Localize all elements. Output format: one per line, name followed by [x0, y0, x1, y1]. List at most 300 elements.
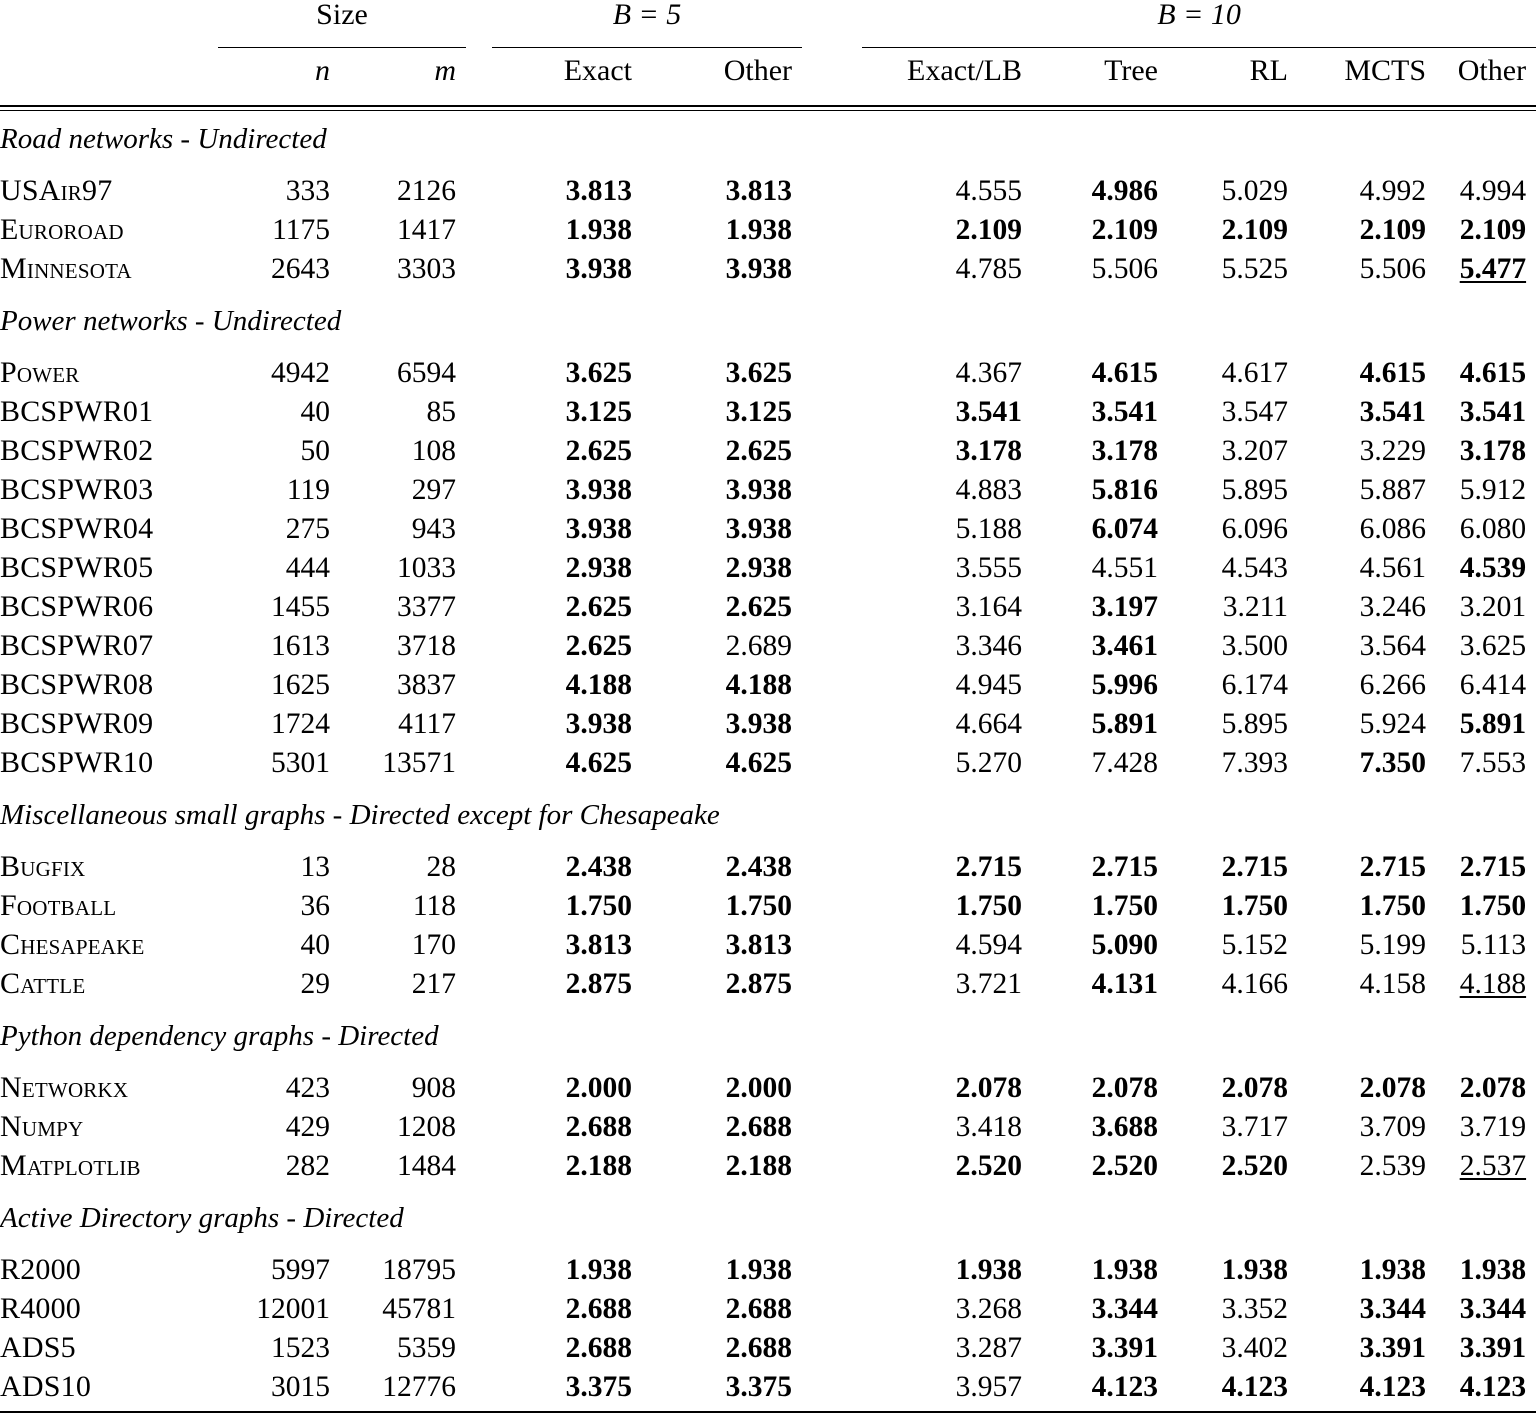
b10-rl-cell: 7.393 — [1221, 747, 1289, 779]
b10-mcts-cell: 3.391 — [1359, 1332, 1427, 1364]
b5-exact-cell: 3.813 — [565, 929, 632, 961]
graph-name-cell: Chesapeake — [0, 928, 145, 961]
table-row — [0, 1254, 1536, 1294]
table-row — [0, 357, 1536, 397]
size-m-cell: 4117 — [398, 708, 456, 740]
graph-name-cell: Euroroad — [0, 213, 124, 246]
column-gap — [802, 670, 862, 709]
b5-exact-cell: 2.625 — [565, 630, 632, 662]
b5-other-cell: 2.689 — [725, 630, 793, 662]
size-m-cell: 908 — [411, 1072, 456, 1104]
b10-rl-cell: 5.895 — [1221, 708, 1289, 740]
b5-other-cell: 2.938 — [725, 552, 793, 584]
table-row — [0, 709, 1536, 748]
b10-tree-cell: 5.891 — [1091, 708, 1159, 740]
b10-rl-cell: 2.520 — [1221, 1150, 1289, 1182]
b10-other-cell: 7.553 — [1459, 747, 1527, 779]
graph-name-cell: BCSPWR05 — [0, 551, 154, 584]
b10-exactlb-cell: 2.109 — [955, 214, 1023, 246]
column-label-row — [0, 48, 1536, 107]
b10-rl-cell: 3.352 — [1221, 1293, 1289, 1325]
b5-other-cell: 3.938 — [725, 513, 793, 545]
b10-exactlb-cell: 3.164 — [955, 591, 1023, 623]
size-m-cell: 1484 — [397, 1150, 456, 1182]
b10-mcts-cell: 4.123 — [1359, 1371, 1427, 1403]
section-title: Power networks - Undirected — [0, 305, 342, 337]
table-body — [0, 111, 1536, 1413]
section-title: Road networks - Undirected — [0, 123, 327, 155]
b10-mcts-cell: 3.541 — [1359, 396, 1427, 428]
b10-rl-cell: 4.123 — [1221, 1371, 1289, 1403]
b10-other-cell: 3.541 — [1459, 396, 1527, 428]
column-label-b10-rl: RL — [1249, 54, 1289, 87]
b5-other-cell: 2.000 — [725, 1072, 793, 1104]
b10-mcts-cell: 2.715 — [1359, 851, 1427, 883]
size-n-cell: 5301 — [271, 747, 330, 779]
size-m-cell: 1033 — [397, 552, 456, 584]
b10-rl-cell: 1.938 — [1221, 1254, 1289, 1286]
b5-other-cell: 1.938 — [725, 214, 793, 246]
b10-rl-cell: 3.547 — [1221, 396, 1289, 428]
group-header-b10: B = 10 — [1157, 0, 1241, 31]
b10-rl-cell: 1.750 — [1221, 890, 1289, 922]
b10-rl-cell: 3.402 — [1221, 1332, 1289, 1364]
column-gap — [466, 748, 492, 787]
table-row — [0, 175, 1536, 215]
graph-name-cell: Power — [0, 356, 80, 389]
size-n-cell: 50 — [300, 435, 330, 467]
column-gap — [466, 254, 492, 293]
size-m-cell: 118 — [412, 890, 456, 922]
b10-exactlb-cell: 2.520 — [955, 1150, 1023, 1182]
b10-tree-cell: 5.506 — [1091, 253, 1159, 285]
b5-exact-cell: 4.188 — [565, 669, 632, 701]
b10-other-cell: 6.080 — [1459, 513, 1527, 545]
column-gap — [802, 969, 862, 1008]
b10-mcts-cell: 3.709 — [1359, 1111, 1427, 1143]
size-m-cell: 1208 — [397, 1111, 456, 1143]
column-gap — [802, 1294, 862, 1333]
column-gap — [466, 514, 492, 553]
table-row — [0, 1372, 1536, 1412]
column-gap — [802, 1372, 862, 1412]
column-gap — [466, 969, 492, 1008]
b10-rl-cell: 2.078 — [1221, 1072, 1289, 1104]
b10-rl-cell: 3.207 — [1221, 435, 1289, 467]
b10-tree-cell: 3.688 — [1091, 1111, 1159, 1143]
b10-exactlb-cell: 2.715 — [955, 851, 1023, 883]
table-row — [0, 592, 1536, 631]
size-n-cell: 275 — [285, 513, 330, 545]
b10-exactlb-cell: 3.178 — [955, 435, 1023, 467]
b10-tree-cell: 2.078 — [1091, 1072, 1159, 1104]
column-label-b10-exactlb: Exact/LB — [907, 54, 1023, 87]
graph-name-cell: Cattle — [0, 967, 86, 1000]
b5-other-cell: 2.688 — [725, 1111, 793, 1143]
graph-name-cell: ADS10 — [0, 1370, 92, 1403]
b10-tree-cell: 4.986 — [1091, 175, 1159, 207]
table-row — [0, 1072, 1536, 1112]
group-header-row — [0, 0, 1536, 38]
b5-exact-cell: 4.625 — [565, 747, 632, 779]
b5-exact-cell: 2.875 — [565, 968, 632, 1000]
b10-mcts-cell: 3.344 — [1359, 1293, 1427, 1325]
b10-other-cell: 2.537 — [1459, 1150, 1527, 1182]
size-n-cell: 119 — [286, 474, 330, 506]
size-m-cell: 12776 — [382, 1371, 456, 1403]
column-gap — [466, 631, 492, 670]
column-gap — [802, 175, 862, 215]
size-n-cell: 1724 — [271, 708, 330, 740]
column-gap — [802, 254, 862, 293]
b10-tree-cell: 3.461 — [1091, 630, 1159, 662]
b10-tree-cell: 1.750 — [1091, 890, 1159, 922]
b5-other-cell: 3.938 — [725, 253, 793, 285]
table-row — [0, 748, 1536, 787]
table-row — [0, 475, 1536, 514]
size-n-cell: 429 — [285, 1111, 330, 1143]
b5-exact-cell: 3.625 — [565, 357, 632, 389]
b5-other-cell: 3.938 — [725, 708, 793, 740]
b10-tree-cell: 2.715 — [1091, 851, 1159, 883]
b10-tree-cell: 5.816 — [1091, 474, 1159, 506]
table-row — [0, 891, 1536, 930]
b5-exact-cell: 2.688 — [565, 1332, 632, 1364]
b5-exact-cell: 3.938 — [565, 708, 632, 740]
b10-other-cell: 4.994 — [1459, 175, 1527, 207]
b10-rl-cell: 5.525 — [1221, 253, 1289, 285]
table-row — [0, 670, 1536, 709]
table-row — [0, 1333, 1536, 1372]
b5-other-cell: 1.750 — [725, 890, 793, 922]
size-m-cell: 3837 — [397, 669, 456, 701]
b10-exactlb-cell: 2.078 — [955, 1072, 1023, 1104]
b10-mcts-cell: 7.350 — [1359, 747, 1427, 779]
b10-rl-cell: 6.174 — [1221, 669, 1289, 701]
graph-name-cell: BCSPWR03 — [0, 473, 154, 506]
size-m-cell: 108 — [411, 435, 456, 467]
b10-tree-cell: 4.551 — [1091, 552, 1159, 584]
b10-tree-cell: 7.428 — [1091, 747, 1159, 779]
graph-name-cell: BCSPWR04 — [0, 512, 154, 545]
b10-other-cell: 3.625 — [1459, 630, 1527, 662]
graph-name-cell: BCSPWR07 — [0, 629, 154, 662]
b5-other-cell: 3.375 — [725, 1371, 793, 1403]
size-m-cell: 2126 — [397, 175, 456, 207]
graph-name-cell: Networkx — [0, 1071, 129, 1104]
column-gap — [802, 514, 862, 553]
section-header-row — [0, 1190, 1536, 1254]
column-gap — [466, 1333, 492, 1372]
b10-exactlb-cell: 5.270 — [955, 747, 1023, 779]
column-gap — [466, 1112, 492, 1151]
column-gap — [802, 215, 862, 254]
table-row — [0, 553, 1536, 592]
column-gap — [466, 215, 492, 254]
b5-exact-cell: 3.375 — [565, 1371, 632, 1403]
b10-exactlb-cell: 3.957 — [955, 1371, 1023, 1403]
b10-exactlb-cell: 5.188 — [955, 513, 1023, 545]
b10-exactlb-cell: 1.938 — [955, 1254, 1023, 1286]
column-gap — [466, 1294, 492, 1333]
b10-other-cell: 5.113 — [1460, 929, 1527, 961]
size-n-cell: 2643 — [271, 253, 330, 285]
graph-name-cell: Matplotlib — [0, 1149, 141, 1182]
group-header-size: Size — [316, 0, 368, 31]
b10-mcts-cell: 2.539 — [1359, 1150, 1427, 1182]
b10-mcts-cell: 5.887 — [1359, 474, 1427, 506]
b5-exact-cell: 2.688 — [565, 1111, 632, 1143]
b10-mcts-cell: 3.246 — [1359, 591, 1427, 623]
size-n-cell: 29 — [300, 968, 330, 1000]
column-gap — [802, 1112, 862, 1151]
column-gap — [466, 1254, 492, 1294]
b10-exactlb-cell: 3.555 — [955, 552, 1023, 584]
column-gap — [802, 1254, 862, 1294]
b10-mcts-cell: 6.266 — [1359, 669, 1427, 701]
b10-rl-cell: 3.500 — [1221, 630, 1289, 662]
b10-exactlb-cell: 4.555 — [955, 175, 1023, 207]
b10-rl-cell: 3.717 — [1221, 1111, 1289, 1143]
b10-exactlb-cell: 3.541 — [955, 396, 1023, 428]
table-row — [0, 851, 1536, 891]
size-m-cell: 3718 — [397, 630, 456, 662]
size-n-cell: 1625 — [271, 669, 330, 701]
b10-tree-cell: 5.996 — [1091, 669, 1159, 701]
graph-name-cell: BCSPWR01 — [0, 395, 154, 428]
column-gap — [466, 1151, 492, 1190]
b10-tree-cell: 4.123 — [1091, 1371, 1159, 1403]
column-label-b5-other: Other — [723, 54, 793, 87]
graph-name-cell: BCSPWR06 — [0, 590, 154, 623]
b10-rl-cell: 4.543 — [1221, 552, 1289, 584]
b5-exact-cell: 1.938 — [565, 1254, 632, 1286]
b10-tree-cell: 1.938 — [1091, 1254, 1159, 1286]
b10-other-cell: 4.123 — [1459, 1371, 1527, 1403]
size-m-cell: 85 — [426, 396, 456, 428]
b10-mcts-cell: 5.506 — [1359, 253, 1427, 285]
size-n-cell: 13 — [300, 851, 330, 883]
graph-name-cell: R4000 — [0, 1292, 82, 1325]
section-header-row — [0, 1008, 1536, 1072]
table-row — [0, 969, 1536, 1008]
table-row — [0, 254, 1536, 293]
b5-exact-cell: 2.438 — [565, 851, 632, 883]
section-title: Python dependency graphs - Directed — [0, 1020, 439, 1052]
b10-tree-cell: 5.090 — [1091, 929, 1159, 961]
column-gap — [802, 475, 862, 514]
column-label-gap1 — [466, 48, 492, 107]
column-gap — [802, 436, 862, 475]
b10-mcts-cell: 5.924 — [1359, 708, 1427, 740]
size-m-cell: 170 — [411, 929, 456, 961]
b5-other-cell: 2.688 — [725, 1293, 793, 1325]
b10-mcts-cell: 6.086 — [1359, 513, 1427, 545]
column-gap — [466, 709, 492, 748]
b10-exactlb-cell: 4.883 — [955, 474, 1023, 506]
b5-exact-cell: 3.938 — [565, 474, 632, 506]
column-label-b5-exact: Exact — [563, 54, 632, 87]
b10-mcts-cell: 4.561 — [1359, 552, 1427, 584]
column-gap — [802, 357, 862, 397]
b10-rl-cell: 5.895 — [1221, 474, 1289, 506]
size-m-cell: 6594 — [397, 357, 456, 389]
column-gap — [466, 851, 492, 891]
b10-other-cell: 5.912 — [1459, 474, 1527, 506]
section-header-row — [0, 787, 1536, 851]
cmidrule-gap1 — [466, 38, 492, 48]
b10-other-cell: 2.109 — [1459, 214, 1527, 246]
size-m-cell: 3303 — [397, 253, 456, 285]
group-header-gap1 — [466, 0, 492, 38]
column-gap — [466, 175, 492, 215]
b10-tree-cell: 4.131 — [1091, 968, 1159, 1000]
b10-other-cell: 4.615 — [1459, 357, 1527, 389]
b5-exact-cell: 3.813 — [565, 175, 632, 207]
b10-rl-cell: 2.715 — [1221, 851, 1289, 883]
b10-mcts-cell: 5.199 — [1359, 929, 1427, 961]
b5-exact-cell: 2.688 — [565, 1293, 632, 1325]
b5-other-cell: 4.625 — [725, 747, 793, 779]
b10-tree-cell: 3.391 — [1091, 1332, 1159, 1364]
b10-other-cell: 3.391 — [1459, 1332, 1527, 1364]
b10-tree-cell: 4.615 — [1091, 357, 1159, 389]
size-m-cell: 3377 — [397, 591, 456, 623]
graph-name-cell: BCSPWR09 — [0, 707, 154, 740]
graph-name-cell: BCSPWR02 — [0, 434, 154, 467]
b10-mcts-cell: 4.992 — [1359, 175, 1427, 207]
graph-name-cell: Bugfix — [0, 850, 86, 883]
cmidrule-b5 — [492, 38, 802, 48]
size-n-cell: 3015 — [271, 1371, 330, 1403]
b10-exactlb-cell: 1.750 — [955, 890, 1023, 922]
b10-tree-cell: 2.520 — [1091, 1150, 1159, 1182]
b10-mcts-cell: 4.615 — [1359, 357, 1427, 389]
b10-rl-cell: 6.096 — [1221, 513, 1289, 545]
graph-name-cell: Numpy — [0, 1110, 84, 1143]
b10-rl-cell: 3.211 — [1222, 591, 1289, 623]
b10-other-cell: 1.750 — [1459, 890, 1527, 922]
b5-exact-cell: 2.000 — [565, 1072, 632, 1104]
b10-exactlb-cell: 4.945 — [955, 669, 1023, 701]
size-n-cell: 282 — [285, 1150, 330, 1182]
size-n-cell: 1613 — [271, 630, 330, 662]
b5-other-cell: 3.813 — [725, 929, 793, 961]
size-m-cell: 28 — [426, 851, 456, 883]
b5-exact-cell: 3.125 — [565, 396, 632, 428]
b10-exactlb-cell: 3.418 — [955, 1111, 1023, 1143]
section-title: Active Directory graphs - Directed — [0, 1202, 404, 1234]
table-row — [0, 930, 1536, 969]
size-n-cell: 423 — [285, 1072, 330, 1104]
b10-other-cell: 5.477 — [1459, 253, 1527, 285]
b5-other-cell: 1.938 — [725, 1254, 793, 1286]
column-gap — [802, 1151, 862, 1190]
cmidrule-b10 — [862, 38, 1536, 48]
column-label-gap2 — [802, 48, 862, 107]
b10-exactlb-cell: 3.721 — [955, 968, 1023, 1000]
b10-mcts-cell: 4.158 — [1359, 968, 1427, 1000]
b10-mcts-cell: 2.109 — [1359, 214, 1427, 246]
b5-exact-cell: 1.750 — [565, 890, 632, 922]
b10-mcts-cell: 1.938 — [1359, 1254, 1427, 1286]
b10-other-cell: 1.938 — [1459, 1254, 1527, 1286]
size-m-cell: 217 — [411, 968, 456, 1000]
section-title: Miscellaneous small graphs - Directed except for Chesapeake — [0, 799, 720, 831]
graph-name-cell: Football — [0, 889, 117, 922]
b5-exact-cell: 2.625 — [565, 591, 632, 623]
b5-other-cell: 3.938 — [725, 474, 793, 506]
b5-exact-cell: 3.938 — [565, 253, 632, 285]
column-gap — [466, 930, 492, 969]
column-label-m: m — [434, 54, 456, 87]
b10-tree-cell: 2.109 — [1091, 214, 1159, 246]
size-m-cell: 13571 — [382, 747, 456, 779]
b5-other-cell: 2.625 — [725, 591, 793, 623]
b10-mcts-cell: 2.078 — [1359, 1072, 1427, 1104]
size-n-cell: 333 — [285, 175, 330, 207]
b10-other-cell: 4.539 — [1459, 552, 1527, 584]
section-header-row — [0, 111, 1536, 176]
column-gap — [802, 397, 862, 436]
table-header — [0, 0, 1536, 111]
column-gap — [802, 748, 862, 787]
b10-other-cell: 4.188 — [1459, 968, 1527, 1000]
size-m-cell: 18795 — [382, 1254, 456, 1286]
size-n-cell: 4942 — [271, 357, 330, 389]
b5-exact-cell: 2.625 — [565, 435, 632, 467]
table-row — [0, 436, 1536, 475]
b5-exact-cell: 3.938 — [565, 513, 632, 545]
table-row — [0, 215, 1536, 254]
column-label-b10-other: Other — [1457, 54, 1527, 87]
table-row — [0, 1294, 1536, 1333]
group-header-gap2 — [802, 0, 862, 38]
graph-name-cell: ADS5 — [0, 1331, 76, 1364]
column-gap — [466, 475, 492, 514]
column-gap — [466, 891, 492, 930]
column-gap — [802, 553, 862, 592]
column-gap — [466, 1372, 492, 1412]
b10-other-cell: 2.715 — [1459, 851, 1527, 883]
b10-exactlb-cell: 4.594 — [955, 929, 1023, 961]
table-row — [0, 397, 1536, 436]
column-gap — [802, 709, 862, 748]
b5-other-cell: 2.688 — [725, 1332, 793, 1364]
size-m-cell: 45781 — [382, 1293, 456, 1325]
b5-exact-cell: 2.188 — [565, 1150, 632, 1182]
group-rules-row — [0, 38, 1536, 48]
cmidrule-size — [218, 38, 466, 48]
column-gap — [802, 891, 862, 930]
column-gap — [802, 930, 862, 969]
column-gap — [466, 1072, 492, 1112]
graph-name-cell: USAir97 — [0, 174, 113, 207]
b10-exactlb-cell: 4.367 — [955, 357, 1023, 389]
graph-name-cell: R2000 — [0, 1253, 82, 1286]
b10-exactlb-cell: 4.664 — [955, 708, 1023, 740]
column-gap — [466, 436, 492, 475]
b10-other-cell: 3.178 — [1459, 435, 1527, 467]
b10-mcts-cell: 3.229 — [1359, 435, 1427, 467]
size-m-cell: 297 — [411, 474, 456, 506]
b10-tree-cell: 3.197 — [1091, 591, 1159, 623]
b5-other-cell: 3.625 — [725, 357, 793, 389]
column-gap — [802, 851, 862, 891]
size-n-cell: 12001 — [256, 1293, 330, 1325]
size-n-cell: 1455 — [271, 591, 330, 623]
table-row — [0, 1112, 1536, 1151]
